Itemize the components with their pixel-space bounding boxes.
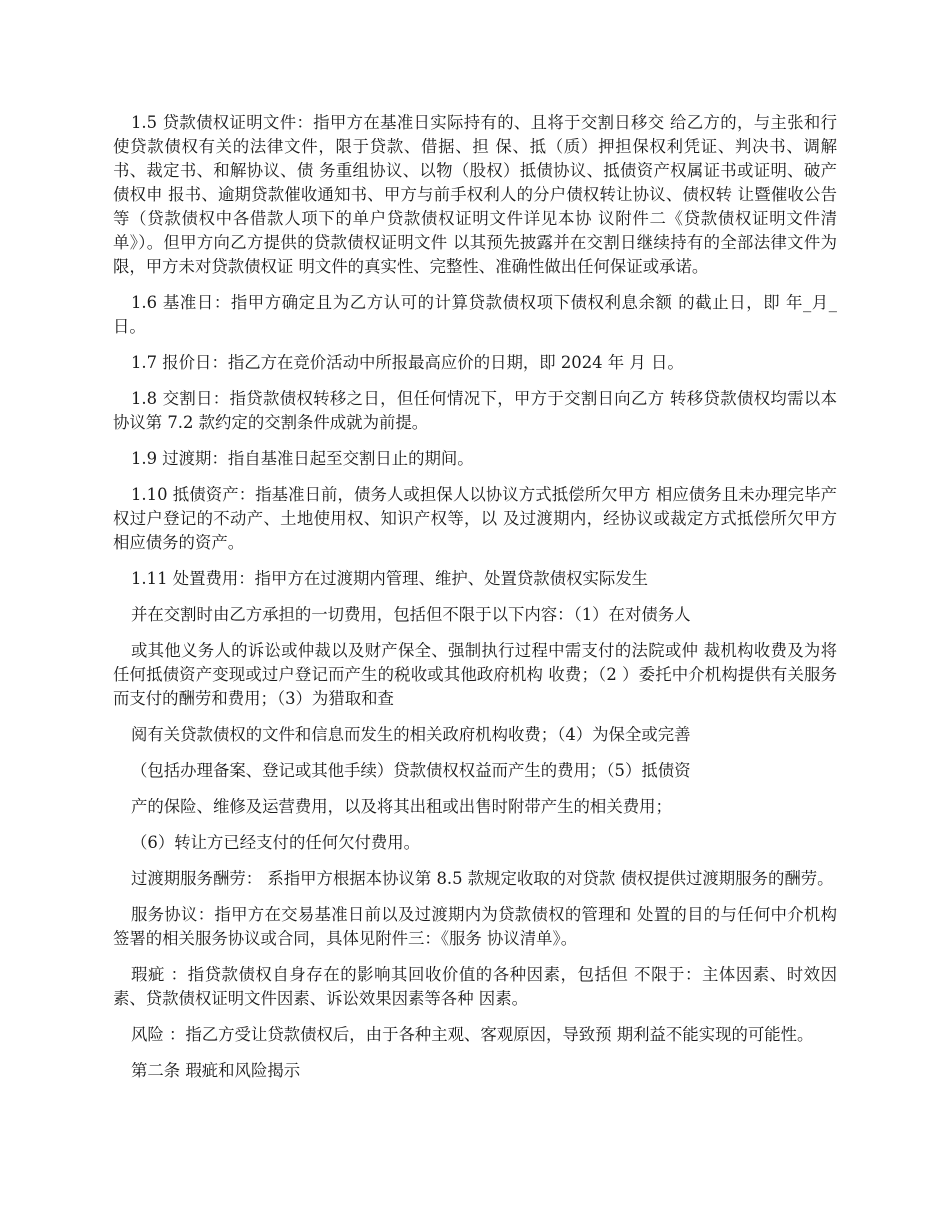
- clause-1-7: 1.7 报价日：指乙方在竞价活动中所报最高应价的日期，即 2024 年 月 日。: [131, 353, 684, 372]
- transition-service-fee-definition: 过渡期服务酬劳： 系指甲方根据本协议第 8.5 款规定收取的对贷款 债权提供过渡期服务的酬劳。: [131, 869, 834, 888]
- clause-1-11-line-7: （6）转让方已经支付的任何欠付费用。: [131, 833, 421, 852]
- clause-1-5: 1.5 贷款债权证明文件：指甲方在基准日实际持有的、且将于交割日移交 给乙方的，与主张和行使贷款债权有关的法律文件，限于贷款、借据、担 保、抵（质）押担保权利凭证、判决书、调解书、裁定书、和解协议、债 务重组协议、以物（股权）抵债协议、抵债资产权属证书或证明、破产债权申 报书、逾期贷款催收通知书、甲方与前手权利人的分户债权转让协议、债权转 让暨催收公告等（贷款债权中各借款人项下的单户贷款债权证明文件详见本协 议附件二《贷款债权证明文件清单》）。但甲方向乙方提供的贷款债权证明文件 以其预先披露并在交割日继续持有的全部法律文件为限，甲方未对贷款债权证 明文件的真实性、完整性、准确性做出任何保证或承诺。: [113, 113, 837, 276]
- defect-definition: 瑕疵 ：指贷款债权自身存在的影响其回收价值的各种因素，包括但 不限于：主体因素、时效因素、贷款债权证明文件因素、诉讼效果因素等各种 因素。: [113, 965, 837, 1008]
- clause-1-11-line-1: 1.11 处置费用：指甲方在过渡期内管理、维护、处置贷款债权实际发生: [131, 569, 649, 588]
- article-2-heading: 第二条 瑕疵和风险揭示: [131, 1061, 301, 1080]
- clause-1-11-line-4: 阅有关贷款债权的文件和信息而发生的相关政府机构收费；（4）为保全或完善: [131, 725, 691, 744]
- clause-1-9: 1.9 过渡期：指自基准日起至交割日止的期间。: [131, 449, 474, 468]
- clause-1-11-line-2: 并在交割时由乙方承担的一切费用，包括但不限于以下内容：（1）在对债务人: [131, 605, 691, 624]
- clause-1-11-line-6: 产的保险、维修及运营费用，以及将其出租或出售时附带产生的相关费用；: [131, 797, 672, 816]
- risk-definition: 风险 ：指乙方受让贷款债权后，由于各种主观、客观原因，导致预 期利益不能实现的可能性。: [131, 1025, 814, 1044]
- document-page: [113, 111, 837, 1083]
- clause-1-6: 1.6 基准日：指甲方确定且为乙方认可的计算贷款债权项下债权利息余额 的截止日，即 年_月_日。: [113, 293, 837, 336]
- clause-1-10: 1.10 抵债资产：指基准日前，债务人或担保人以协议方式抵偿所欠甲方 相应债务且未办理完毕产权过户登记的不动产、土地使用权、知识产权等，以 及过渡期内，经协议或裁定方式抵偿所欠甲方相应债务的资产。: [113, 485, 837, 552]
- clause-1-11-line-3: 或其他义务人的诉讼或仲裁以及财产保全、强制执行过程中需支付的法院或仲 裁机构收费及为将任何抵债资产变现或过户登记而产生的税收或其他政府机构 收费；（2 ）委托中介机构提供有关服务而支付的酬劳和费用；（3）为猎取和查: [113, 641, 837, 708]
- service-agreement-definition: 服务协议：指甲方在交易基准日前以及过渡期内为贷款债权的管理和 处置的目的与任何中介机构签署的相关服务协议或合同，具体见附件三：《服务 协议清单》。: [113, 905, 837, 948]
- clause-1-8: 1.8 交割日：指贷款债权转移之日，但任何情况下，甲方于交割日向乙方 转移贷款债权均需以本协议第 7.2 款约定的交割条件成就为前提。: [113, 389, 837, 432]
- clause-1-11-line-5: （包括办理备案、登记或其他手续）贷款债权权益而产生的费用；（5）抵债资: [131, 761, 691, 780]
